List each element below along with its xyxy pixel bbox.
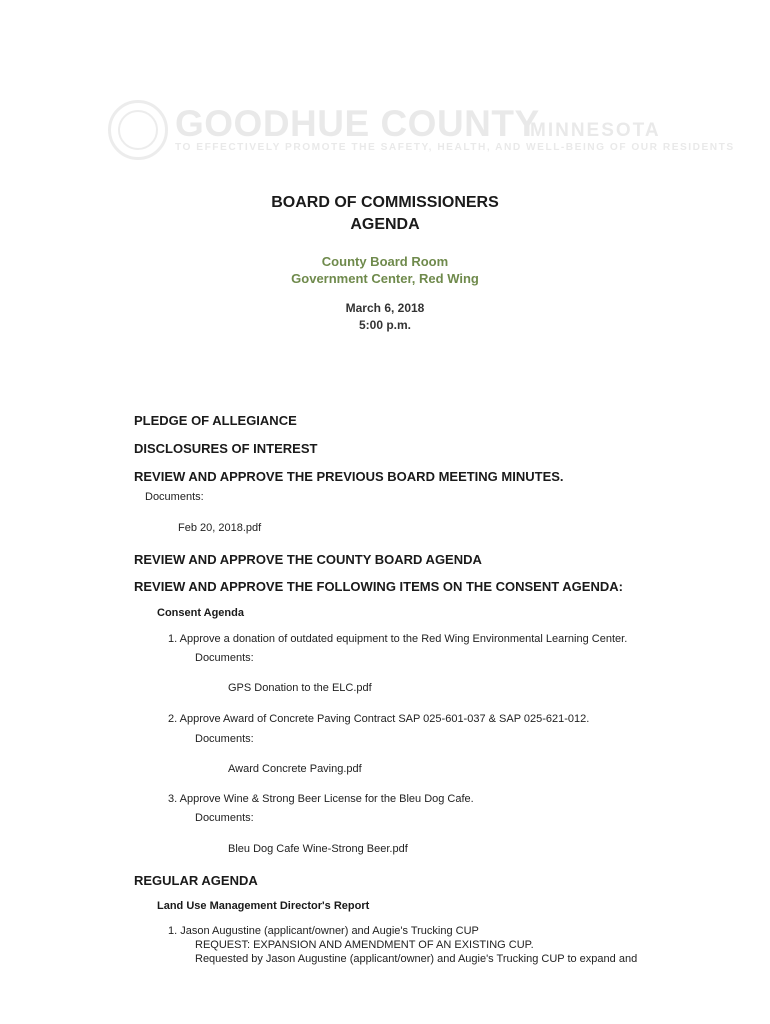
regular-item-title: 1. Jason Augustine (applicant/owner) and Augie's Trucking CUP [168, 925, 479, 937]
watermark-tagline: TO EFFECTIVELY PROMOTE THE SAFETY, HEALTH, AND WELL-BEING OF OUR RESIDENTS [175, 142, 735, 153]
section-regular-agenda: REGULAR AGENDA [134, 873, 258, 888]
watermark-county-name: GOODHUE COUNTY [175, 103, 540, 144]
regular-agenda-heading: Land Use Management Director's Report [157, 900, 370, 912]
minutes-documents-label: Documents: [145, 491, 204, 503]
section-board-agenda: REVIEW AND APPROVE THE COUNTY BOARD AGENDA [134, 552, 482, 567]
watermark-state: MINNESOTA [530, 120, 661, 141]
meeting-time: 5:00 p.m. [358, 318, 412, 332]
consent-item-document-link[interactable]: GPS Donation to the ELC.pdf [228, 682, 372, 694]
regular-item-description: Requested by Jason Augustine (applicant/owner) and Augie's Trucking CUP to expand and [195, 953, 638, 965]
meeting-room: County Board Room [321, 254, 449, 269]
consent-item: 2. Approve Award of Concrete Paving Contract SAP 025-601-037 & SAP 025-621-012. [168, 713, 590, 725]
regular-item-request: REQUEST: EXPANSION AND AMENDMENT OF AN EXISTING CUP. [195, 939, 534, 951]
county-seal-icon [108, 100, 168, 160]
consent-item-document-link[interactable]: Award Concrete Paving.pdf [228, 763, 362, 775]
page-subtitle: AGENDA [350, 216, 420, 233]
meeting-date: March 6, 2018 [345, 301, 425, 315]
consent-item-documents-label: Documents: [195, 812, 254, 824]
consent-agenda-heading: Consent Agenda [157, 607, 244, 619]
consent-item-documents-label: Documents: [195, 733, 254, 745]
consent-item-document-link[interactable]: Bleu Dog Cafe Wine-Strong Beer.pdf [228, 843, 408, 855]
minutes-document-link[interactable]: Feb 20, 2018.pdf [178, 522, 262, 534]
section-pledge: PLEDGE OF ALLEGIANCE [134, 413, 297, 428]
consent-item-documents-label: Documents: [195, 652, 254, 664]
consent-item: 3. Approve Wine & Strong Beer License for the Bleu Dog Cafe. [168, 793, 474, 805]
section-consent: REVIEW AND APPROVE THE FOLLOWING ITEMS ON THE CONSENT AGENDA: [134, 579, 623, 594]
section-disclosures: DISCLOSURES OF INTEREST [134, 441, 318, 456]
meeting-building: Government Center, Red Wing [291, 271, 479, 286]
consent-item: 1. Approve a donation of outdated equipment to the Red Wing Environmental Learning Center. [168, 633, 628, 645]
section-minutes: REVIEW AND APPROVE THE PREVIOUS BOARD MEETING MINUTES. [134, 469, 564, 484]
page-title: BOARD OF COMMISSIONERS [271, 194, 499, 211]
